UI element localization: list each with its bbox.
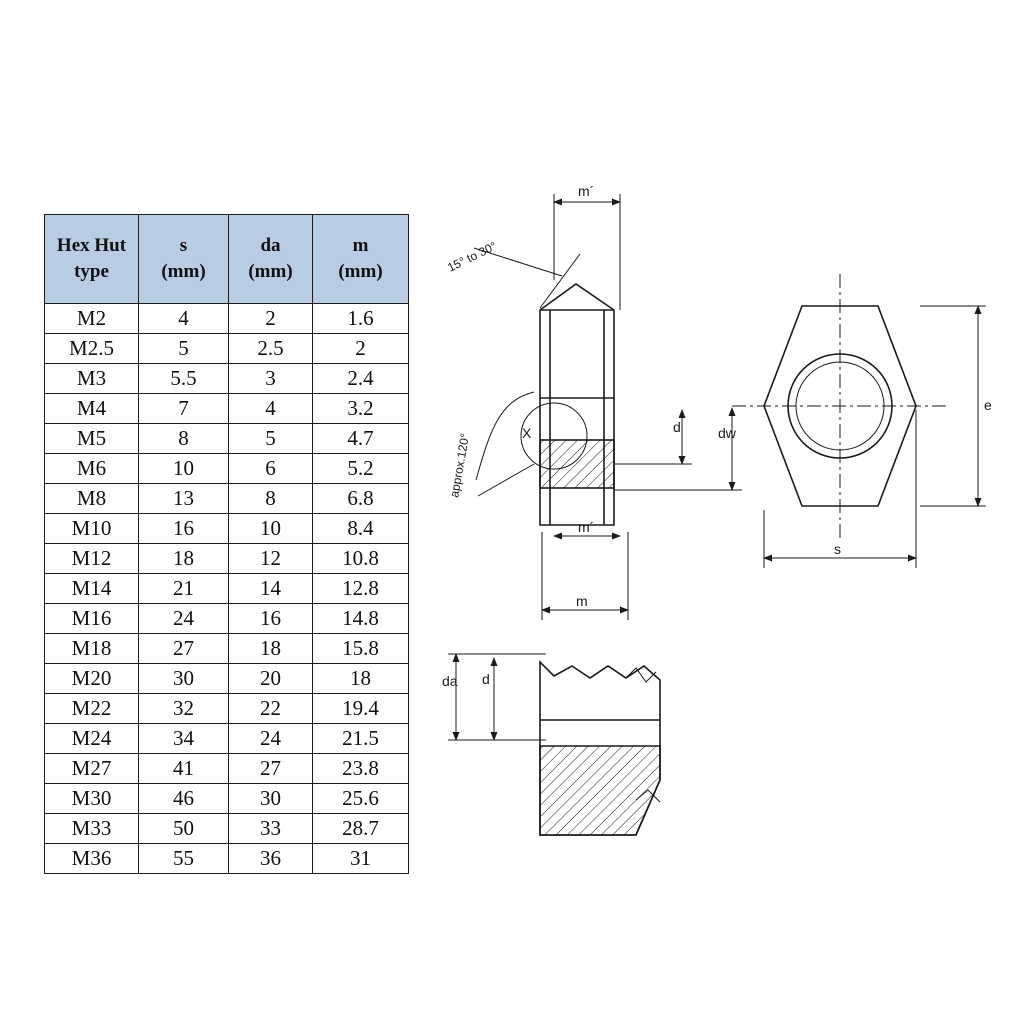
table-row <box>45 754 409 784</box>
table-row <box>45 424 409 454</box>
cell-m: 25.6 <box>313 784 409 814</box>
cone-angle-label: approx.120° <box>447 432 473 499</box>
cell-da: 30 <box>229 784 313 814</box>
table-header-row <box>45 215 409 304</box>
column-header-m-sub: (mm) <box>338 261 383 282</box>
cell-type: M6 <box>45 454 139 484</box>
cell-m: 18 <box>313 664 409 694</box>
cell-m: 1.6 <box>313 304 409 334</box>
table-row <box>45 664 409 694</box>
cell-s: 46 <box>139 784 229 814</box>
cell-type: M10 <box>45 514 139 544</box>
cell-da: 8 <box>229 484 313 514</box>
cell-s: 24 <box>139 604 229 634</box>
table-row <box>45 814 409 844</box>
column-header-type-main: Hex Hut <box>56 235 127 257</box>
cell-type: M24 <box>45 724 139 754</box>
cell-type: M8 <box>45 484 139 514</box>
cell-s: 41 <box>139 754 229 784</box>
cell-type: M12 <box>45 544 139 574</box>
cell-da: 5 <box>229 424 313 454</box>
table-row <box>45 634 409 664</box>
cell-m: 21.5 <box>313 724 409 754</box>
dim-label-d-detail: d <box>482 671 490 687</box>
cell-da: 6 <box>229 454 313 484</box>
dim-label-mprime-top: m´ <box>578 183 595 199</box>
column-header-da-main: da <box>260 235 281 257</box>
cell-s: 5 <box>139 334 229 364</box>
column-header-type-sub: type <box>74 261 109 282</box>
cell-type: M3 <box>45 364 139 394</box>
table-row <box>45 724 409 754</box>
table-row <box>45 454 409 484</box>
top-hexagon-view <box>732 274 992 568</box>
cell-s: 30 <box>139 664 229 694</box>
cell-type: M2 <box>45 304 139 334</box>
table-row <box>45 784 409 814</box>
column-header-da-sub: (mm) <box>248 261 293 282</box>
cell-m: 23.8 <box>313 754 409 784</box>
cell-type: M16 <box>45 604 139 634</box>
dim-label-d: d <box>673 419 681 435</box>
cell-da: 24 <box>229 724 313 754</box>
cell-s: 10 <box>139 454 229 484</box>
cell-m: 4.7 <box>313 424 409 454</box>
column-header-m <box>313 215 409 304</box>
table-row <box>45 334 409 364</box>
table-row <box>45 514 409 544</box>
cell-da: 10 <box>229 514 313 544</box>
cell-s: 21 <box>139 574 229 604</box>
cell-da: 16 <box>229 604 313 634</box>
cell-s: 8 <box>139 424 229 454</box>
cell-da: 20 <box>229 664 313 694</box>
dim-label-mprime-bottom: m´ <box>578 519 595 535</box>
table-row <box>45 484 409 514</box>
table-row <box>45 604 409 634</box>
cell-s: 4 <box>139 304 229 334</box>
table-row <box>45 844 409 874</box>
column-header-s <box>139 215 229 304</box>
column-header-type <box>45 215 139 304</box>
cell-m: 2.4 <box>313 364 409 394</box>
cell-m: 19.4 <box>313 694 409 724</box>
cell-da: 2 <box>229 304 313 334</box>
hex-nut-spec-table-container <box>44 214 408 874</box>
table-row <box>45 574 409 604</box>
cell-m: 12.8 <box>313 574 409 604</box>
cell-type: M4 <box>45 394 139 424</box>
cell-da: 14 <box>229 574 313 604</box>
cell-type: M14 <box>45 574 139 604</box>
cell-s: 27 <box>139 634 229 664</box>
cell-type: M22 <box>45 694 139 724</box>
table-row <box>45 304 409 334</box>
cell-da: 36 <box>229 844 313 874</box>
cell-m: 8.4 <box>313 514 409 544</box>
cell-m: 3.2 <box>313 394 409 424</box>
column-header-s-sub: (mm) <box>161 261 206 282</box>
cell-type: M36 <box>45 844 139 874</box>
column-header-m-main: m <box>352 235 369 257</box>
cell-type: M27 <box>45 754 139 784</box>
cell-da: 22 <box>229 694 313 724</box>
cell-s: 18 <box>139 544 229 574</box>
technical-drawing <box>430 180 1010 870</box>
cell-s: 50 <box>139 814 229 844</box>
cell-da: 33 <box>229 814 313 844</box>
cell-s: 32 <box>139 694 229 724</box>
table-row <box>45 694 409 724</box>
cell-m: 28.7 <box>313 814 409 844</box>
column-header-da <box>229 215 313 304</box>
hex-nut-spec-table <box>44 214 409 874</box>
cell-da: 4 <box>229 394 313 424</box>
cell-m: 15.8 <box>313 634 409 664</box>
cell-da: 27 <box>229 754 313 784</box>
table-row <box>45 364 409 394</box>
cell-da: 2.5 <box>229 334 313 364</box>
cell-type: M33 <box>45 814 139 844</box>
dim-label-e: e <box>984 397 992 413</box>
table-body <box>45 304 409 874</box>
cell-da: 3 <box>229 364 313 394</box>
cell-s: 7 <box>139 394 229 424</box>
cell-da: 18 <box>229 634 313 664</box>
cell-da: 12 <box>229 544 313 574</box>
dim-label-dw: dw <box>718 425 736 441</box>
cell-type: M2.5 <box>45 334 139 364</box>
detail-mark-label: X <box>522 425 532 441</box>
cell-m: 6.8 <box>313 484 409 514</box>
cell-m: 31 <box>313 844 409 874</box>
dim-label-da-detail: da <box>442 673 458 689</box>
cell-type: M30 <box>45 784 139 814</box>
table-row <box>45 394 409 424</box>
detail-x-view <box>442 654 660 835</box>
cell-s: 5.5 <box>139 364 229 394</box>
table-row <box>45 544 409 574</box>
cell-type: M5 <box>45 424 139 454</box>
cell-m: 14.8 <box>313 604 409 634</box>
cell-s: 55 <box>139 844 229 874</box>
column-header-s-main: s <box>179 235 188 257</box>
cell-type: M18 <box>45 634 139 664</box>
cell-s: 16 <box>139 514 229 544</box>
cell-m: 2 <box>313 334 409 364</box>
dim-label-m: m <box>576 593 588 609</box>
cell-s: 34 <box>139 724 229 754</box>
dim-label-s: s <box>834 541 841 557</box>
cell-m: 10.8 <box>313 544 409 574</box>
cell-s: 13 <box>139 484 229 514</box>
chamfer-angle-label: 15° to 30° <box>445 238 499 275</box>
front-section-view <box>445 183 742 620</box>
cell-m: 5.2 <box>313 454 409 484</box>
cell-type: M20 <box>45 664 139 694</box>
